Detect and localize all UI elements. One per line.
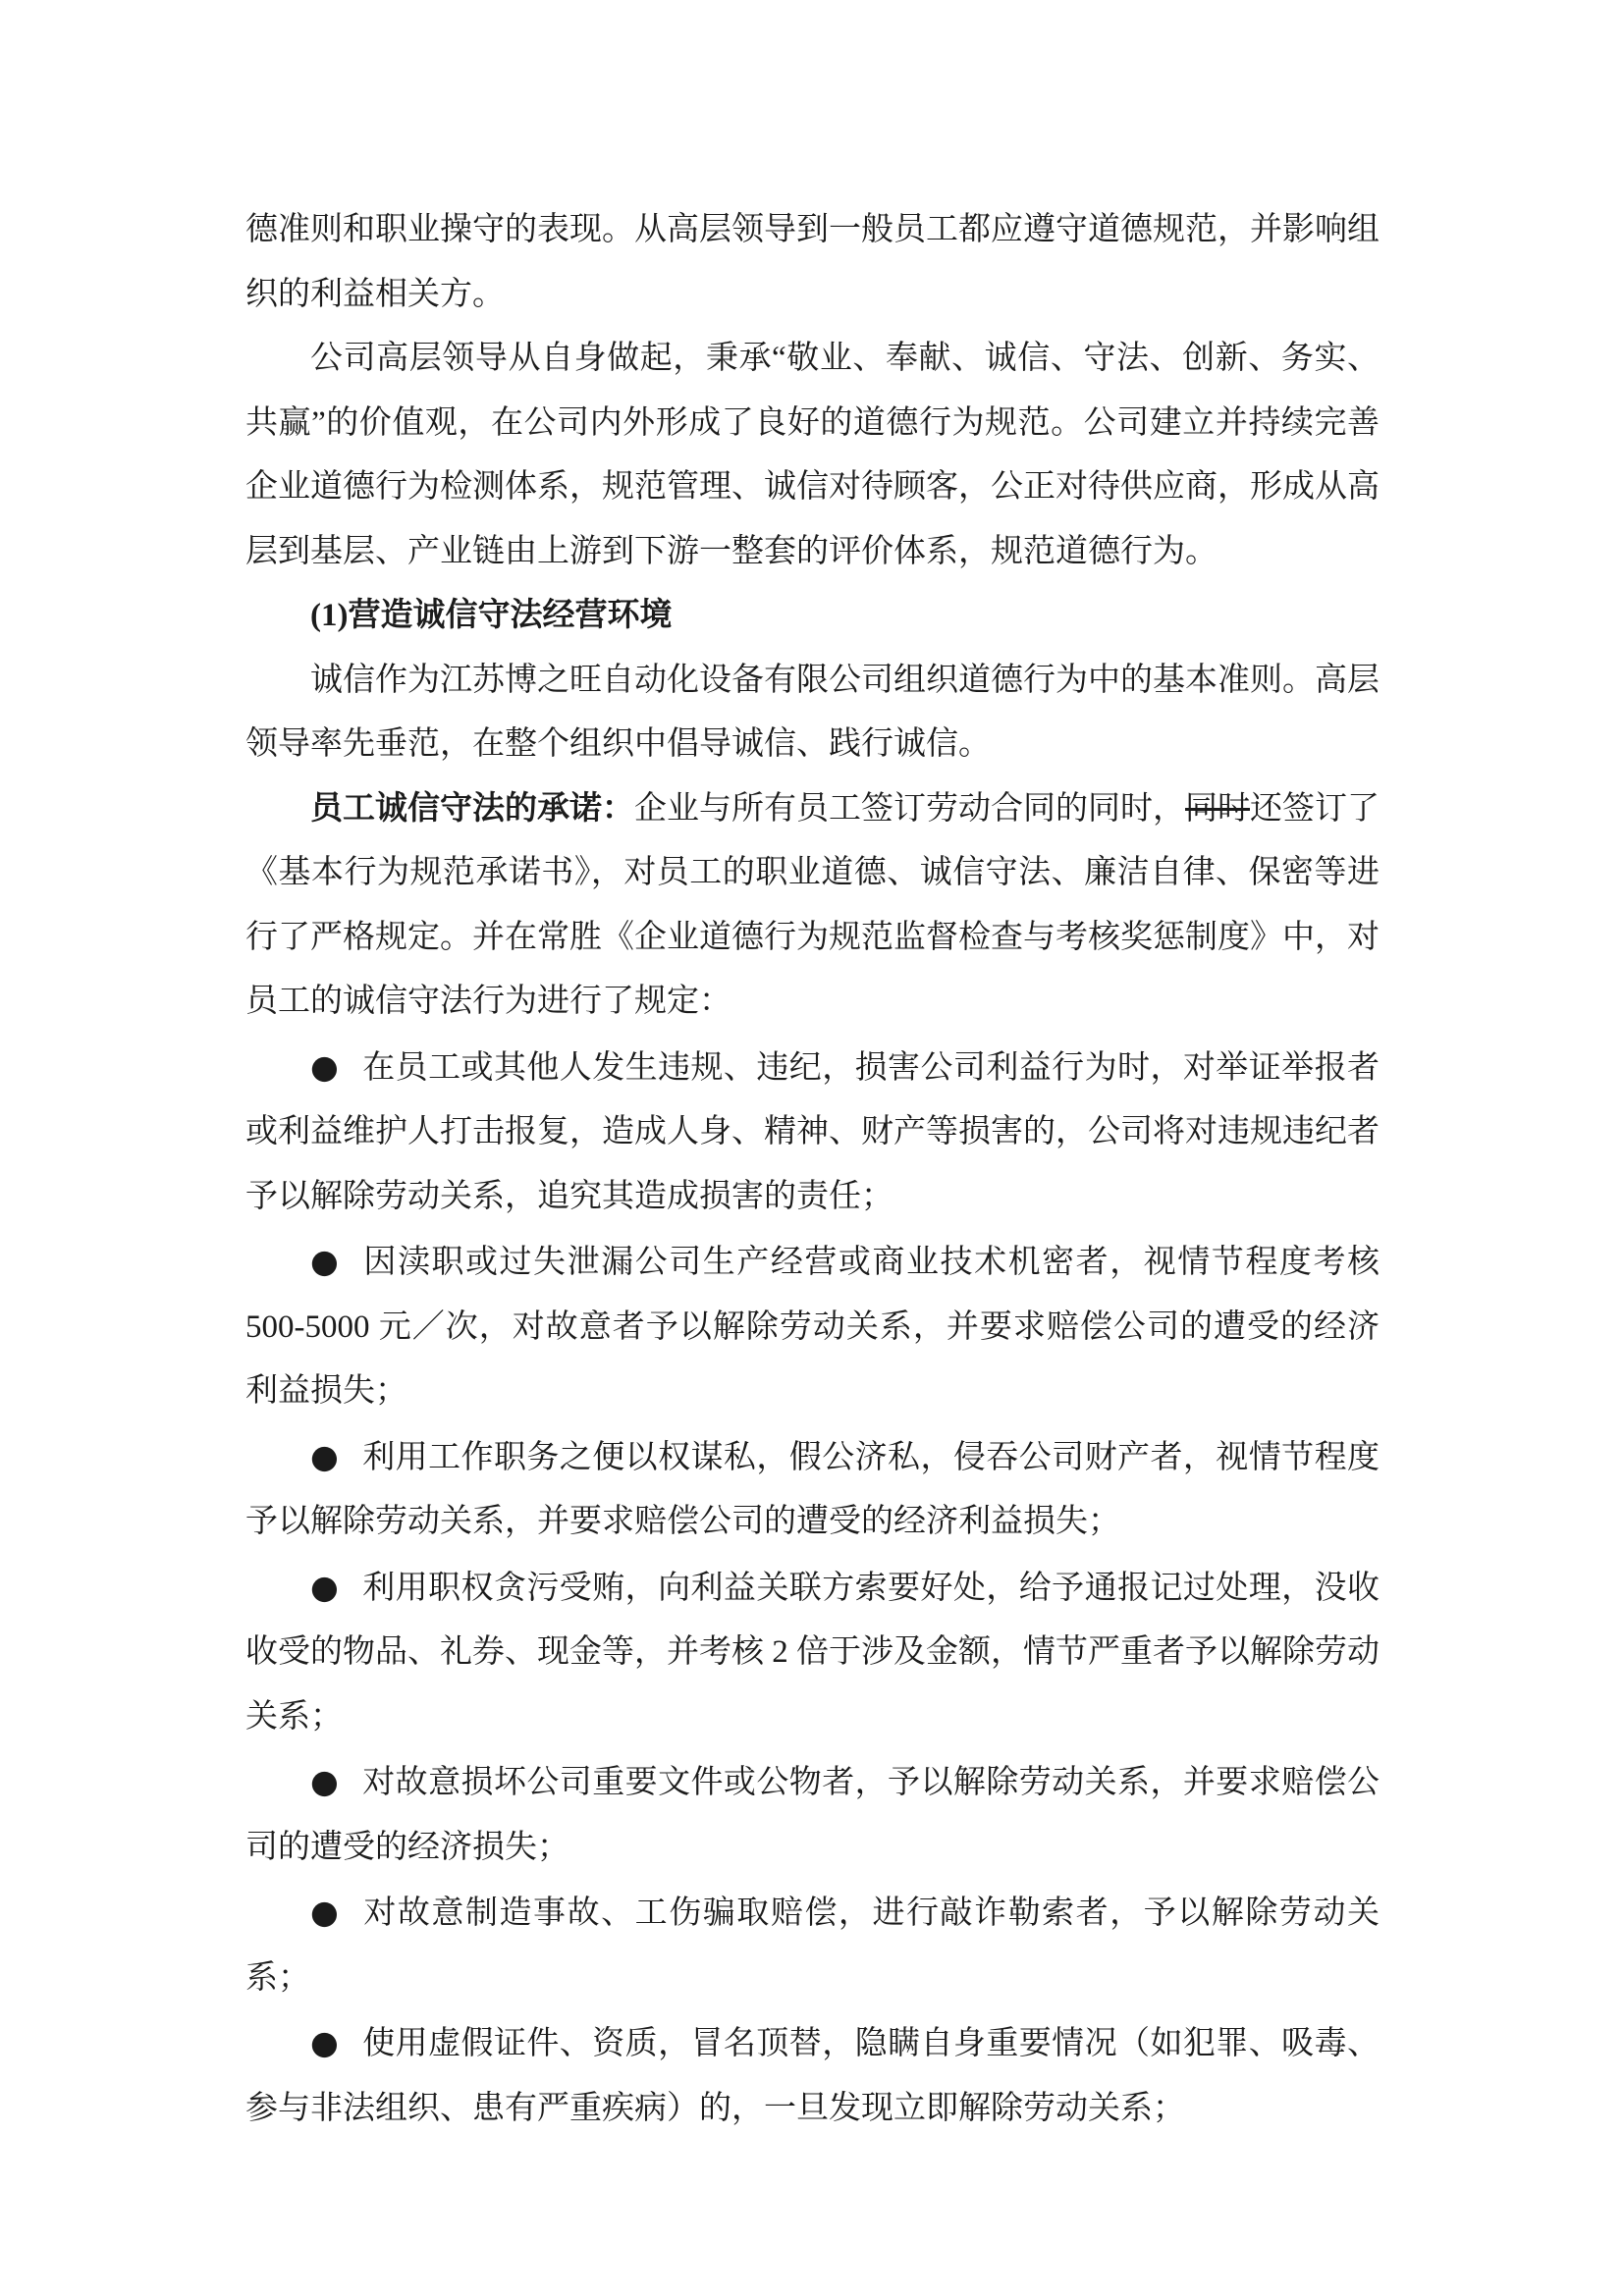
bullet-icon: ●: [310, 2023, 340, 2061]
text-run: 使用虚假证件、资质，冒名顶替，隐瞒自身重要情况（如犯罪、吸毒、参与非法组织、患有严重疾病）的，一旦发现立即解除劳动关系；: [245, 2026, 1380, 2126]
text-run: 对故意制造事故、工伤骗取赔偿，进行敲诈勒索者，予以解除劳动关系；: [245, 1896, 1380, 1996]
section-heading: [245, 584, 1380, 649]
bold-text-run: 员工诚信守法的承诺：: [310, 790, 634, 827]
bullet-item: [245, 1880, 1380, 2010]
bold-text-run: (1)营造诚信守法经营环境: [310, 598, 673, 633]
text-run: 企业与所有员工签订劳动合同的同时，: [634, 790, 1185, 827]
paragraph-continuation: [245, 198, 1380, 327]
text-run: 德准则和职业操守的表现。从高层领导到一般员工都应遵守道德规范，并影响组织的利益相关方。: [245, 212, 1380, 312]
paragraph: [245, 649, 1380, 777]
bullet-icon: ●: [310, 1436, 340, 1475]
text-run: 在员工或其他人发生违规、违纪，损害公司利益行为时，对举证举报者或利益维护人打击报复，造成人身、精神、财产等损害的，公司将对违规违纪者予以解除劳动关系，追究其造成损害的责任；: [245, 1049, 1380, 1214]
bullet-item: [245, 1424, 1380, 1555]
paragraph: [245, 777, 1380, 1035]
paragraph: [245, 327, 1380, 584]
bullet-icon: ●: [310, 1762, 340, 1800]
bullet-item: [245, 1749, 1380, 1880]
strikethrough-text-run: 同时: [1185, 790, 1250, 827]
bullet-icon: ●: [310, 1242, 341, 1280]
page-text-block: [245, 198, 1380, 2141]
text-run: 公司高层领导从自身做起，秉承“敬业、奉献、诚信、守法、创新、务实、共赢”的价值观，在公司内外形成了良好的道德行为规范。公司建立并持续完善企业道德行为检测体系，规范管理、诚信对待顾客，公正对待供应商，形成从高层到基层、产业链由上游到下游一整套的评价体系，规范道德行为。: [245, 341, 1380, 569]
bullet-icon: ●: [310, 1046, 340, 1086]
bullet-item: [245, 1555, 1380, 1750]
text-run: 利用职权贪污受贿，向利益关联方索要好处，给予通报记过处理，没收收受的物品、礼券、现金等，并考核 2 倍于涉及金额，情节严重者予以解除劳动关系；: [245, 1570, 1380, 1735]
bullet-item: [245, 1035, 1380, 1230]
bullet-item: [245, 2010, 1380, 2141]
bullet-item: [245, 1229, 1380, 1424]
text-run: 因渎职或过失泄漏公司生产经营或商业技术机密者，视情节程度考核 500-5000 元／次，对故意者予以解除劳动关系，并要求赔偿公司的遭受的经济利益损失；: [245, 1245, 1380, 1409]
text-run: 诚信作为江苏博之旺自动化设备有限公司组织道德行为中的基本准则。高层领导率先垂范，在整个组织中倡导诚信、践行诚信。: [245, 662, 1380, 762]
bullet-icon: ●: [310, 1567, 340, 1606]
text-run: 利用工作职务之便以权谋私，假公济私，侵吞公司财产者，视情节程度予以解除劳动关系，并要求赔偿公司的遭受的经济利益损失；: [245, 1439, 1380, 1539]
bullet-icon: ●: [310, 1893, 341, 1931]
text-run: 对故意损坏公司重要文件或公物者，予以解除劳动关系，并要求赔偿公司的遭受的经济损失；: [245, 1765, 1380, 1865]
text-run: 还签订了《基本行为规范承诺书》，对员工的职业道德、诚信守法、廉洁自律、保密等进行了严格规定。并在常胜《企业道德行为规范监督检查与考核奖惩制度》中，对员工的诚信守法行为进行了规定：: [245, 790, 1380, 1019]
